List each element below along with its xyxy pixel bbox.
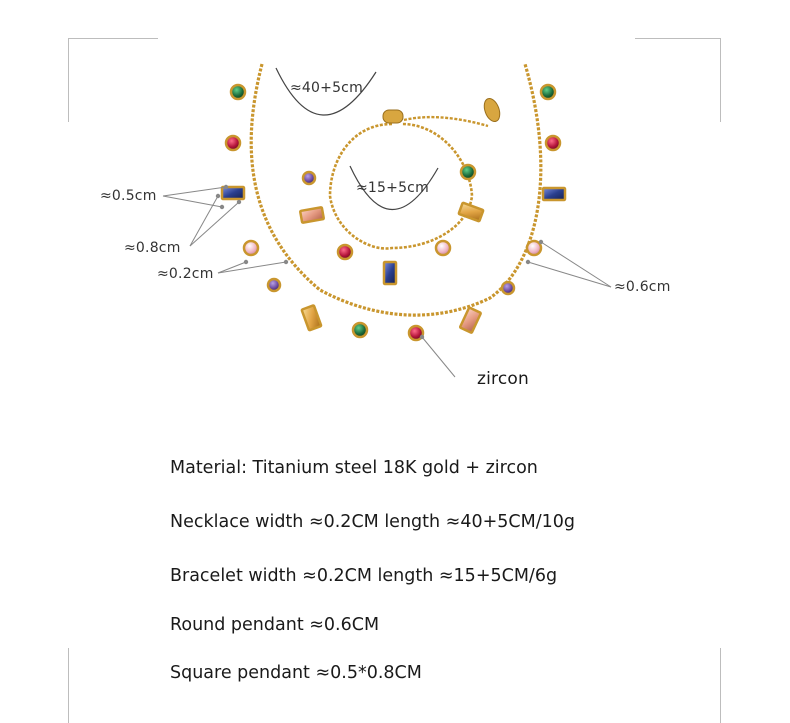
spec-round-pendant: Round pendant ≈0.6CM [170, 615, 380, 635]
leader-dots [216, 185, 543, 339]
spec-necklace: Necklace width ≈0.2CM length ≈40+5CM/10g [170, 512, 575, 532]
necklace-amethyst-right [502, 282, 514, 294]
necklace-pink-left [244, 241, 258, 255]
necklace-sapphire-right [543, 188, 565, 200]
chain-width-label: ≈0.2cm [157, 266, 214, 282]
lobster-clasp [383, 110, 403, 123]
frame-right-bottom [720, 648, 721, 723]
spec-bracelet: Bracelet width ≈0.2CM length ≈15+5CM/6g [170, 566, 558, 586]
square-length-label: ≈0.8cm [124, 240, 181, 256]
round-size-label: ≈0.6cm [614, 279, 671, 295]
bracelet-length-label: ≈15+5cm [356, 180, 429, 196]
necklace-emerald-left [231, 85, 245, 99]
necklace-ruby-left [226, 136, 240, 150]
bracelet-pink [436, 241, 450, 255]
frame-left-bottom [68, 648, 69, 723]
bracelet-peach [300, 207, 324, 223]
extender-tag [481, 96, 502, 123]
necklace-emerald-mid [353, 323, 367, 337]
square-width-label: ≈0.5cm [100, 188, 157, 204]
bracelet-emerald [461, 165, 475, 179]
necklace-emerald-right [541, 85, 555, 99]
necklace-ruby-right [546, 136, 560, 150]
bracelet-ruby [338, 245, 352, 259]
necklace-pink-right [527, 241, 541, 255]
spec-square-pendant: Square pendant ≈0.5*0.8CM [170, 663, 422, 683]
necklace-peach-right [460, 307, 481, 332]
necklace-topaz-left [302, 305, 322, 330]
necklace-length-label: ≈40+5cm [290, 80, 363, 96]
stone-label: zircon [477, 369, 529, 389]
bracelet-amethyst [303, 172, 315, 184]
spec-material: Material: Titanium steel 18K gold + zircon [170, 458, 538, 478]
bracelet-sapphire-center [384, 262, 396, 284]
necklace-amethyst-left [268, 279, 280, 291]
